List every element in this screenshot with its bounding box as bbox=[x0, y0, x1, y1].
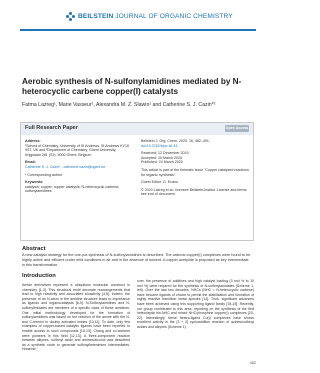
article-title: Aerobic synthesis of N-sulfonylamidines mediated by N-heterocyclic carbene copper(I) catalysts bbox=[22, 77, 242, 96]
email-link[interactable]: Catherine S. J. Cazin* - catherine.cazin@ugent.be bbox=[25, 164, 106, 169]
doi-link[interactable]: doi:10.3762/bjoc.16.43 bbox=[141, 143, 178, 148]
license-text: © 2020 Lazreg et al.; licensee Beilstein-Institut. License and terms: see end of document. bbox=[141, 187, 248, 197]
info-left-column bbox=[25, 139, 131, 197]
address-label: Address: bbox=[25, 139, 41, 143]
journal-name-bold: BEILSTEIN bbox=[78, 12, 114, 20]
open-access-badge[interactable]: Open Access bbox=[225, 126, 249, 130]
guest-editor: Guest Editor: G. Evano bbox=[141, 180, 178, 185]
corresponding-note: * Corresponding author bbox=[25, 172, 63, 177]
published-date: Published: 24 March 2020 bbox=[141, 160, 183, 165]
info-box-header bbox=[21, 123, 253, 135]
journal-citation: Beilstein J. Org. Chem. 2020, 16, 482–491. bbox=[141, 139, 210, 143]
introduction-left-column: Amide derivatives represent a ubiquitous molecular construct in chemistry [1-3]. This structural motif decorate rearrangements that lead to high reactivity and associated bioactivity [4,5]. Indeed, the presence of an N-atom in the amidine structure leads to importance as ligands and organocatalysts [6-9]. N-Sulfonylamidines and N-sulfonylimidates are members of a specific class of these amidines. One initial methodology developed for the formation of sulfonylamidines was based on the reaction of the amine with the N- and C-termini in doubly activated imines [10,11]. To date, only few examples of copper-based catalytic ligands have been reported to enable access to such compounds [10-13]. Chang and co-workers were pioneers in this field [12,13]. A three-component reaction between alkynes, sulfonyl azide and amines/alcohol was described as a synthetic route to generate sulfonylketenimine intermediates. However, bbox=[22, 283, 130, 352]
journal-logo bbox=[66, 10, 256, 22]
email-label: Email: bbox=[25, 160, 36, 165]
keywords-label: Keywords: bbox=[25, 180, 44, 185]
article-authors: Fatma Lazreg¹, Marie Vasseur¹, Alexandra M. Z. Slawin¹ and Catherine S. J. Cazin*² bbox=[22, 102, 216, 108]
beilstein-logo-icon bbox=[66, 12, 75, 21]
introduction-heading: Introduction bbox=[22, 273, 56, 279]
address-text: ¹School of Chemistry, University of St Andrews, St Andrews KY16 9ST, UK and ²Department of Chemistry, Ghent University, Krijgslaan 281 (S3), 9000 Ghent, Belgium bbox=[25, 143, 129, 157]
journal-name bbox=[78, 13, 233, 20]
received-date: Received: 12 December 2019 bbox=[141, 151, 189, 156]
abstract-text: A new catalytic strategy for the one-pot synthesis of N-sulfonylamidines is described. The cationic copper(I) complexes were found to be highly active and efficient under mild conditions in air and in the absence of solvent. A copper acetylide is proposed as key intermediate in this transformation. bbox=[22, 253, 251, 267]
accepted-date: Accepted: 20 March 2020 bbox=[141, 155, 182, 160]
abstract-heading: Abstract bbox=[22, 246, 46, 252]
article-info-box bbox=[20, 122, 254, 241]
info-right-column bbox=[141, 139, 251, 200]
thematic-issue-note: This article is part of the thematic issue "Copper catalyzed reactions for organic synthesis". bbox=[141, 167, 249, 177]
header-rule bbox=[20, 29, 256, 31]
paper-type-label: Full Research Paper bbox=[25, 125, 78, 131]
journal-name-rest: JOURNAL OF ORGANIC CHEMISTRY bbox=[113, 12, 233, 20]
introduction-right-column: over, the presence of additives and high catalyst loading (3 mol % to 10 mol %) were required for the synthesis of N-sulfonylamidates (Scheme 1, left). Over the last two decades, NHCs (NHC = N-heterocyclic carbene) have become ligands of choice to permit the stabilisation and formation of highly reactive transition metal species [14]. Thus, significant advances have been achieved using this supporting ligand family [15-19]. Recently, our group contributed to this area, reporting on the synthesis of the first heteroleptic bis-NHC and mixed NHC/phosphine copper(I) complexes [20-22]. Interestingly, these hetero-ligand Cu(I) complexes have shown excellent activity in the [3 + 2] cycloaddition reaction of azides/sulfonyl azides and alkynes (Scheme 1). bbox=[137, 279, 254, 329]
page-number: 482 bbox=[249, 361, 256, 365]
keywords-text: catalysis; copper; copper catalysis; N-heterocyclic carbene; sulfonylamidines bbox=[25, 184, 120, 194]
